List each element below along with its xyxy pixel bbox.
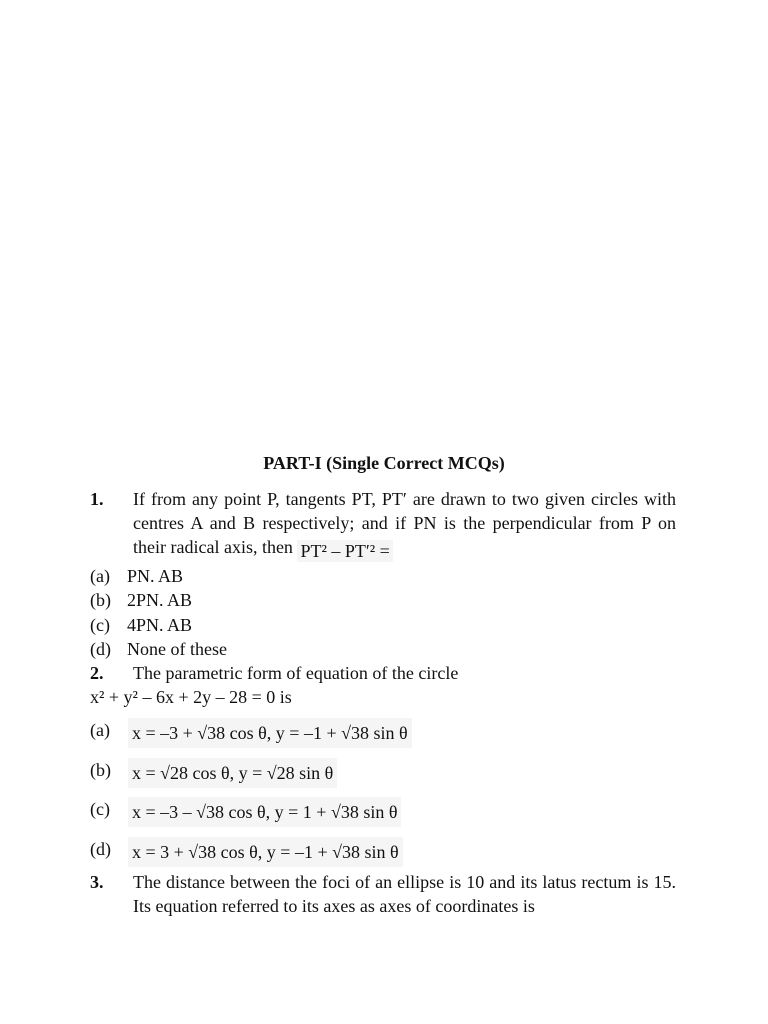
question-3 (90, 870, 690, 918)
option-d[interactable]: (d) None of these (90, 639, 227, 659)
formula-option-d: x = 3 + √38 cos θ, y = –1 + √38 sin θ (128, 837, 403, 867)
question-number: 1. (90, 489, 104, 509)
question-text: The distance between the foci of an ellipse is 10 and its latus rectum is 15. Its equation referred to its axes as axes of coordinates is (133, 872, 676, 916)
question-2 (90, 661, 690, 685)
section-title: PART-I (Single Correct MCQs) (263, 453, 505, 473)
question-text: The parametric form of equation of the circle (133, 663, 459, 683)
question-number: 2. (90, 663, 104, 683)
formula-option-a: x = –3 + √38 cos θ, y = –1 + √38 sin θ (128, 718, 412, 748)
option-b[interactable]: (b) 2PN. AB (90, 590, 193, 610)
option-a[interactable]: (a) PN. AB (90, 566, 184, 586)
option-c[interactable]: (c) 4PN. AB (90, 615, 193, 635)
formula-option-c: x = –3 – √38 cos θ, y = 1 + √38 sin θ (128, 797, 401, 827)
formula-pt-squared: PT² – PT′² = (297, 540, 392, 562)
circle-equation: x² + y² – 6x + 2y – 28 = 0 is (90, 687, 292, 707)
question-number: 3. (90, 872, 104, 892)
question-text: If from any point P, tangents PT, PT′ are drawn to two given circles with centres A and B respectively; and if PN is the perpendicular from P on their radical axis, then PT² – PT′² = (133, 489, 676, 561)
formula-option-b: x = √28 cos θ, y = √28 sin θ (128, 758, 337, 788)
question-1 (90, 487, 690, 562)
document-page: PART-I (Single Correct MCQs) 1. If from any point P, tangents PT, PT′ are drawn to two given circles with centres A and B respectively; and if PN is the perpendicular from P on their radical axis, then PT² – PT′² = (a) PN. AB (b) 2PN. AB (c) 4PN. AB (d) None of these 2. The parametric form of equation of the circle x² + y² – 6x + 2y – 28 = 0 is (a) x = –3 + √38 cos θ, y = –1 + √38 sin θ (b) x = √28 cos θ, y = √28 sin θ (c) x = –3 – √38 cos θ, y = 1 + √38 sin θ (d) x = 3 + √38 cos θ, y = –1 + √38 sin θ 3. The distance between the foci of an ellipse is 10 and its latus rectum is 15. Its equation referred to its axes as axes of coordinates is (0, 0, 768, 1024)
